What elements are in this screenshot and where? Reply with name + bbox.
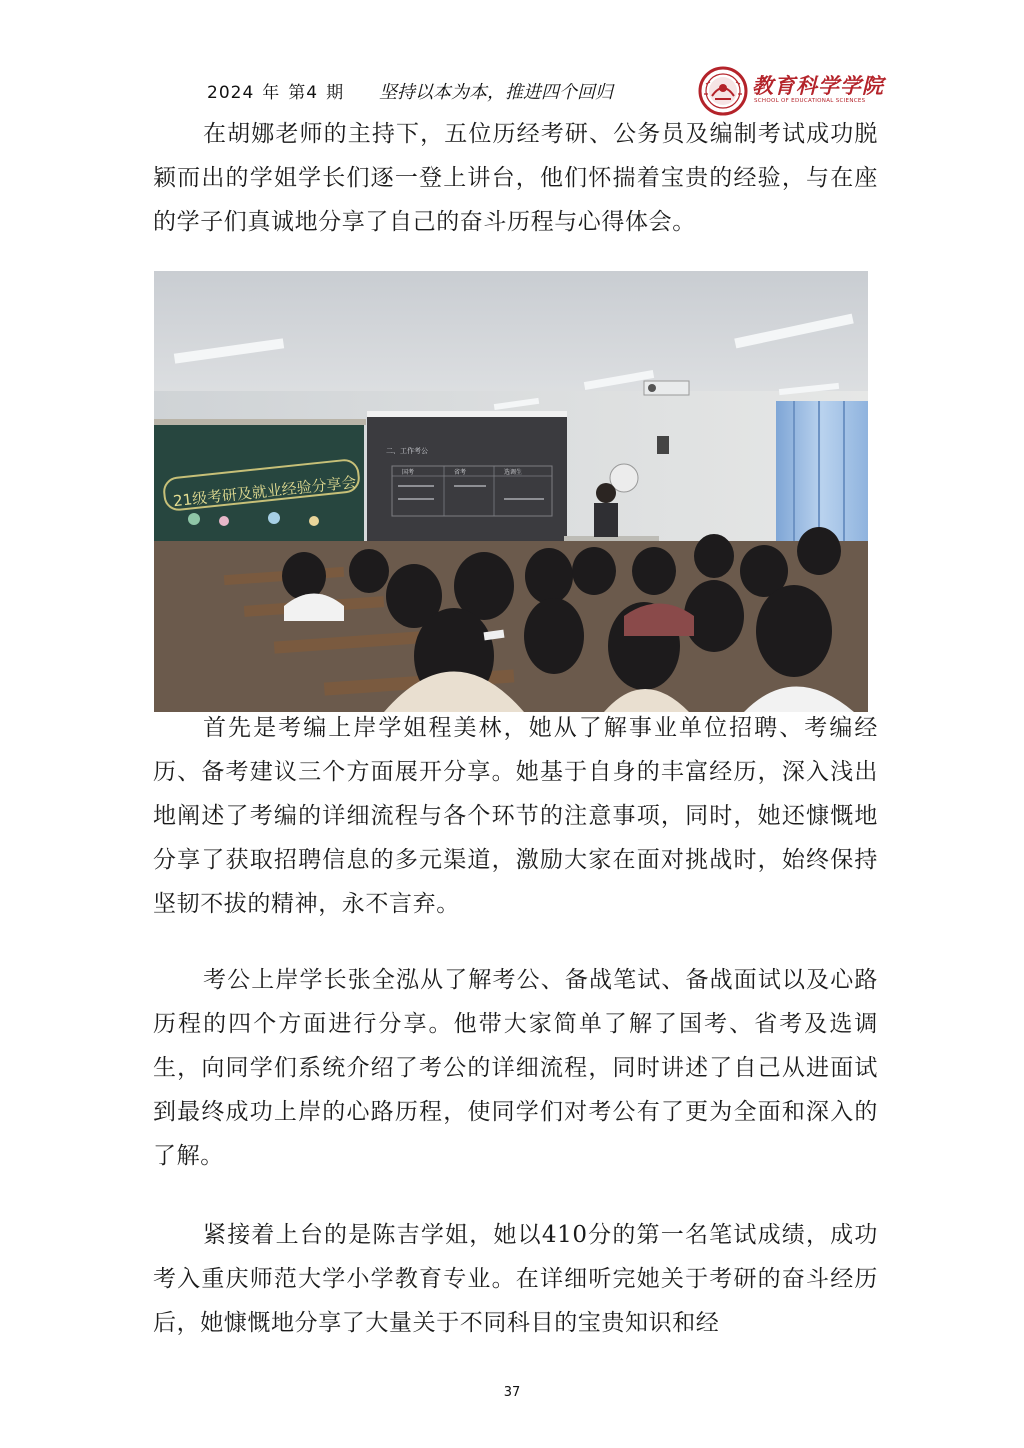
paragraph-speaker-2: 考公上岸学长张全泓从了解考公、备战笔试、备战面试以及心路历程的四个方面进行分享。他带大家简单了解了国考、省考及选调生，向同学们系统介绍了考公的详细流程，同时讲述了自己从进面试到最终成功上岸的心路历程，使同学们对考公有了更为全面和深入的了解。 [153,967,878,1169]
blackboard-text: 21级考研及就业经验分享会 [172,473,358,511]
slide-header-3: 选调生 [504,469,523,476]
motto: 坚持以本为本，推进四个回归 [379,82,613,103]
issue-number: 第4 [288,83,319,103]
school-seal-icon [698,66,748,116]
issue-info [207,78,352,103]
paragraph-speaker-1: 首先是考编上岸学姐程美林，她从了解事业单位招聘、考编经历、备考建议三个方面展开分享。她基于自身的丰富经历，深入浅出地阐述了考编的详细流程与各个环节的注意事项，同时，她还慷慨地分享了获取招聘信息的多元渠道，激励大家在面对挑战时，始终保持坚韧不拔的精神，永不言弃。 [153,715,878,917]
slide-title: 二、工作考公 [386,447,428,455]
paragraph-intro: 在胡娜老师的主持下，五位历经考研、公务员及编制考试成功脱颖而出的学姐学长们逐一登上讲台，他们怀揣着宝贵的经验，与在座的学子们真诚地分享了自己的奋斗历程与心得体会。 [153,121,878,235]
lecture-photo [154,271,868,712]
school-logo [698,66,888,114]
logo-title: 教育科学学院 [752,73,884,98]
paragraph-speaker-3: 紧接着上台的是陈吉学姐，她以410分的第一名笔试成绩，成功考入重庆师范大学小学教育专业。在详细听完她关于考研的奋斗经历后，她慷慨地分享了大量关于不同科目的宝贵知识和经 [153,1222,878,1336]
issue-year-unit: 年 [262,83,281,103]
logo-subtitle: SCHOOL OF EDUCATIONAL SCIENCES [754,98,866,104]
classroom-photo-image [154,271,868,712]
page-number: 37 [503,1385,521,1400]
issue-year: 2024 [207,83,255,103]
slide-header-2: 省考 [454,469,467,476]
page-header [0,66,1024,114]
issue-unit: 期 [326,83,345,103]
slide-header-1: 国考 [402,469,415,476]
